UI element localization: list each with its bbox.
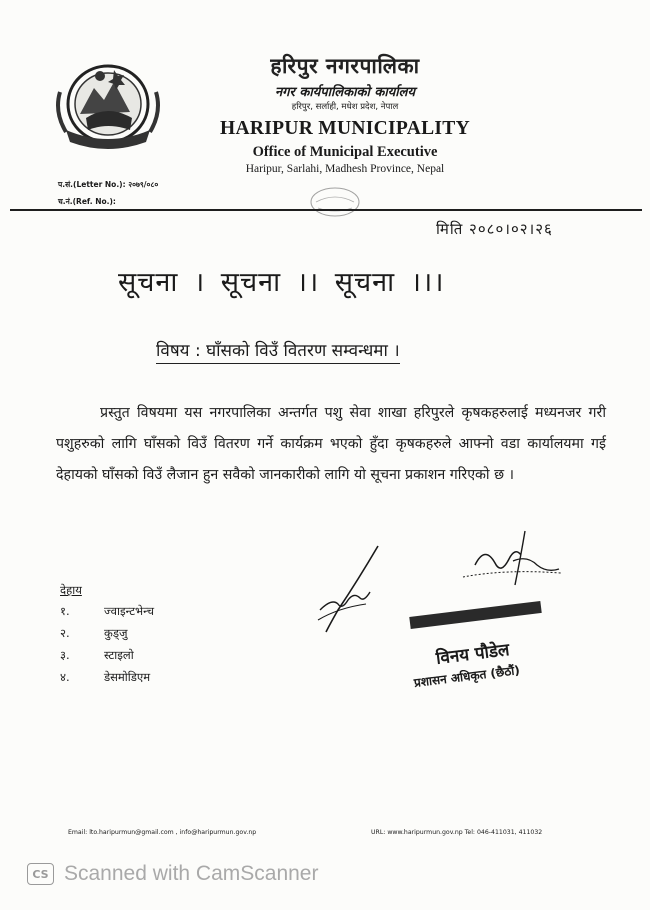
camscanner-text: Scanned with CamScanner <box>64 862 319 885</box>
list-item-number: ४. <box>60 670 70 684</box>
footer-url: URL: www.haripurmun.gov.np Tel: 046-411031, 411032 <box>371 829 543 836</box>
header-divider <box>10 209 642 211</box>
handwritten-signature-left <box>308 540 388 640</box>
notice-heading: सूचना । सूचना ।। सूचना ।।। <box>118 267 445 298</box>
office-title-np: नगर कार्यपालिकाको कार्यालय <box>274 85 416 100</box>
address-en: Haripur, Sarlahi, Madhesh Province, Nepal <box>245 163 445 175</box>
list-item <box>60 626 154 648</box>
list-item-label: डेसमोडिएम <box>104 670 151 684</box>
signatory-name: विनय पौडेल <box>434 640 511 669</box>
municipality-title-en: HARIPUR MUNICIPALITY <box>220 118 470 139</box>
subject-line: विषय : घाँसको विउँ वितरण सम्वन्धमा । <box>156 338 400 364</box>
office-title-en: Office of Municipal Executive <box>252 144 438 160</box>
signatory-role: प्रशासन अधिकृत (छैठौं) <box>413 663 521 690</box>
reference-number: च.नं.(Ref. No.): <box>58 197 116 206</box>
address-np: हरिपुर, सर्लाही, मधेश प्रदेश, नेपाल <box>291 102 399 112</box>
list-item <box>60 648 154 670</box>
seed-list <box>60 604 154 692</box>
nepal-emblem-icon <box>52 52 164 152</box>
letter-number: प.सं.(Letter No.): २०७९/०८० <box>58 180 159 189</box>
list-title: देहाय <box>60 583 82 597</box>
list-item <box>60 604 154 626</box>
round-stamp-icon <box>306 184 364 220</box>
list-item-number: ३. <box>60 648 70 662</box>
camscanner-watermark <box>27 862 318 886</box>
notice-body: प्रस्तुत विषयमा यस नगरपालिका अन्तर्गत पशु सेवा शाखा हरिपुरले कृषकहरुलाई मध्यनजर गरी पशुहरुको लागि घाँसको विउँ वितरण गर्ने कार्यक्रम भएको हुँदा कृषकहरुले आफ्नो वडा कार्यालयमा गई देहायको घाँसको विउँ लैजान हुन सवैको जानकारीको लागि यो सूचना प्रकाशन गरिएको छ । <box>56 405 606 483</box>
list-item-number: १. <box>60 604 70 618</box>
list-item-number: २. <box>60 626 70 640</box>
footer-email: Email: lto.haripurmun@gmail.com , info@haripurmun.gov.np <box>68 829 257 836</box>
list-item-label: ज्वाइन्टभेन्च <box>104 604 155 618</box>
signature-stamp-bar <box>409 601 541 629</box>
handwritten-signature-right <box>455 525 570 595</box>
municipality-title-np: हरिपुर नगरपालिका <box>270 54 420 78</box>
list-item <box>60 670 154 692</box>
list-item-label: स्टाइलो <box>104 648 134 662</box>
camscanner-logo-icon: CS <box>27 863 54 885</box>
list-item-label: कुड्जु <box>104 626 128 640</box>
issue-date: मिति २०८०।०२।२६ <box>436 220 553 238</box>
